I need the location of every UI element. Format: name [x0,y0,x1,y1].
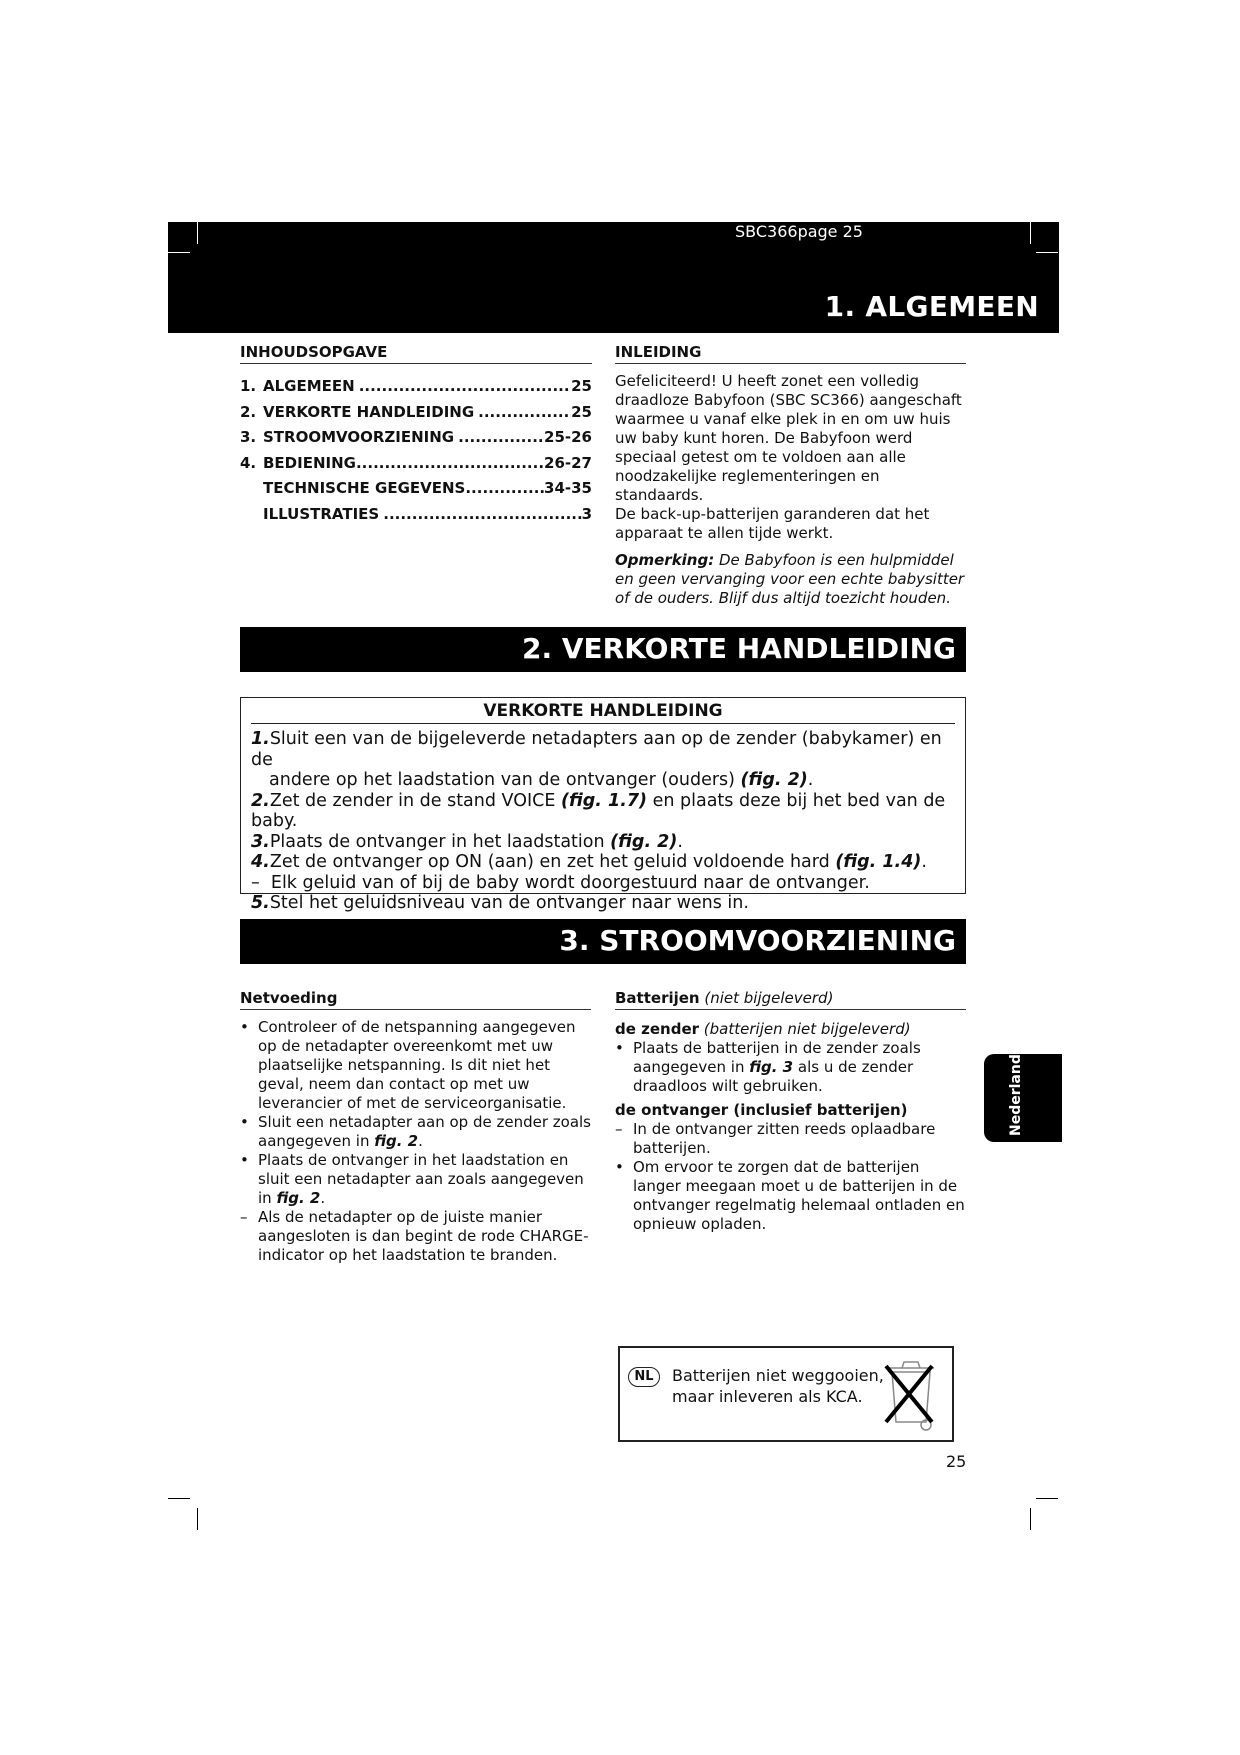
fig-ref: (fig. 2) [610,831,678,852]
crop-mark [1030,1508,1031,1530]
step-text: Plaats de ontvanger in het laadstation [269,831,611,852]
list-text: . [418,1132,423,1150]
toc-page: 26-27 [544,453,592,472]
step-3 [251,832,965,853]
step-text: . [921,852,927,872]
toc-item[interactable] [240,425,592,451]
dash-mark: – [615,1120,623,1138]
kca-line: maar inleveren als KCA. [672,1387,863,1406]
toc-item[interactable] [240,476,592,502]
list-item [240,1113,591,1151]
dash-mark: – [240,1208,248,1226]
fig-ref: (fig. 1.7) [560,790,648,811]
kca-line: Batterijen niet weggooien, [672,1366,884,1385]
toc-num: 2. [240,402,257,421]
batterijen-heading [615,989,966,1010]
toc-num [240,476,263,502]
section-title-algemeen: 1. ALGEMEEN [824,290,1039,323]
crop-mark [168,252,190,253]
step-2 [251,791,965,832]
section-bar-verkorte [240,627,966,672]
intro-line: apparaat te allen tijde werkt. [615,524,834,542]
toc-item[interactable] [240,502,592,528]
intro-note [615,551,966,608]
note-line: De Babyfoon is een hulpmiddel [714,551,954,569]
step-num: 4. [251,852,270,872]
batterijen-note: (niet bijgeleverd) [699,989,834,1007]
intro-line: draadloze Babyfoon (SBC SC366) aangeschaft [615,391,962,409]
crop-mark [1030,222,1031,244]
ontvanger-subheading: de ontvanger (inclusief batterijen) [615,1101,908,1119]
page-code: SBC366page 25 [735,222,863,241]
batterijen-title: Batterijen [615,989,700,1007]
fig-ref: (fig. 1.4) [835,852,922,872]
intro-line: De back-up-batterijen garanderen dat het [615,505,930,523]
step-text: Elk geluid van of bij de baby wordt doorgestuurd naar de ontvanger. [270,872,870,893]
step-4 [251,852,965,873]
step-text: en plaats deze bij het bed van de baby. [251,790,946,831]
toc-page: 3 [581,504,592,523]
toc-page: 34-35 [544,479,592,497]
list-item [240,1018,591,1113]
nl-badge: NL [628,1367,660,1387]
language-tab [984,1045,1062,1142]
step-text: . [807,770,814,790]
step-num: 1. [251,729,270,749]
toc-label: STROOMVOORZIENING [263,428,455,446]
section-title-verkorte: 2. VERKORTE HANDLEIDING [522,632,956,665]
list-text: . [320,1189,326,1207]
intro-line: waarmee u vanaf elke plek in en om uw huis [615,410,951,428]
toc-label: ALGEMEEN [263,377,355,395]
step-1-cont [251,770,965,791]
list-text: Controleer of de netspanning aangegeven op de netadapter overeenkomt met uw plaatselijke netspanning. Is dit niet het geval, neem dan contact op met uw leverancier of met de serviceorganisatie. [258,1018,576,1112]
bullet-mark: • [615,1158,624,1176]
zender-subheading [615,1020,966,1039]
toc-label: TECHNISCHE GEGEVENS [263,479,466,497]
list-item [615,1120,966,1158]
toc-item[interactable] [240,451,592,477]
bullet-mark: • [240,1151,249,1169]
intro-line: noodzakelijke reglementeringen en standaards. [615,467,880,504]
step-dash [251,873,965,894]
table-of-contents [240,343,592,527]
quick-guide-box [240,697,966,913]
step-text: Sluit een van de bijgeleverde netadapters aan op de zender (babykamer) en de [251,729,942,770]
section-bar-stroom [240,919,966,964]
page-number: 25 [946,1452,967,1471]
step-text: Zet de ontvanger op ON (aan) en zet het geluid voldoende hard [269,852,836,872]
toc-num: 1. [240,377,257,395]
intro-section [615,343,966,608]
toc-num [240,502,263,528]
list-text: Plaats de batterijen in de zender zoals aangegeven in [633,1039,921,1076]
intro-heading: INLEIDING [615,343,966,364]
list-text: Om ervoor te zorgen dat de batterijen langer meegaan moet u de batterijen in de ontvanger regelmatig helemaal ontladen en opnieuw opladen. [633,1158,965,1233]
crop-mark [1036,1498,1058,1499]
toc-item[interactable] [240,400,592,426]
step-num: 2. [251,790,270,811]
step-text: andere op het laadstation van de ontvanger (ouders) [269,770,741,790]
netvoeding-section [240,989,591,1265]
bullet-mark: • [240,1113,249,1131]
toc-label: ILLUSTRATIES [263,504,380,523]
toc-item[interactable] [240,374,592,400]
bullet-mark: • [615,1039,624,1057]
step-num: 5. [251,893,270,913]
toc-heading: INHOUDSOPGAVE [240,343,592,364]
intro-line: uw baby kunt horen. De Babyfoon werd [615,429,913,447]
crop-mark [197,1508,198,1530]
note-line: of de ouders. Blijf dus altijd toezicht houden. [615,589,951,607]
crop-mark [1036,252,1058,253]
kca-text [672,1365,884,1407]
zender-note: (batterijen niet bijgeleverd) [699,1020,911,1038]
toc-page: 25 [571,402,592,421]
list-text: Plaats de ontvanger in het laadstation en sluit een netadapter aan zoals aangegeven in [258,1151,584,1207]
section-title-stroom: 3. STROOMVOORZIENING [559,924,956,957]
fig-ref: fig. 2 [374,1132,419,1150]
netvoeding-heading: Netvoeding [240,989,591,1010]
bullet-mark: • [240,1018,249,1036]
batterijen-section [615,989,966,1234]
language-tab-label: Nederlands [1008,1045,1024,1136]
list-item [615,1158,966,1234]
kca-notice [618,1346,954,1442]
step-text: Stel het geluidsniveau van de ontvanger naar wens in. [269,893,749,913]
toc-label: VERKORTE HANDLEIDING [263,402,475,421]
fig-ref: fig. 3 [749,1058,794,1076]
list-item [240,1208,591,1265]
zender-label: de zender [615,1020,700,1038]
intro-line: Gefeliciteerd! U heeft zonet een volledig [615,372,920,390]
step-text: . [677,831,683,852]
fig-ref: (fig. 2) [740,770,808,790]
note-label: Opmerking: [615,551,715,569]
crossed-bin-icon [878,1352,944,1434]
intro-line: speciaal getest om te voldoen aan alle [615,448,906,466]
step-5 [251,893,965,914]
dash-mark: – [251,872,260,893]
toc-num: 3. [240,428,257,446]
list-text: Sluit een netadapter aan op de zender zoals aangegeven in [258,1113,591,1150]
toc-page: 25-26 [544,428,592,446]
list-item [240,1151,591,1208]
step-text: Zet de zender in de stand VOICE [269,790,561,811]
toc-label: BEDIENING [263,453,356,472]
note-line: en geen vervanging voor een echte babysitter [615,570,965,588]
step-num: 3. [251,831,270,852]
list-text: als u de zender draadloos wilt gebruiken. [633,1058,914,1095]
quick-guide-heading: VERKORTE HANDLEIDING [251,701,955,724]
intro-text [615,372,966,543]
list-text: Als de netadapter op de juiste manier aangesloten is dan begint de rode CHARGE-indicator op het laadstation te branden. [258,1208,589,1264]
crop-mark [168,1498,190,1499]
list-item [615,1039,966,1096]
crop-mark [197,222,198,244]
fig-ref: fig. 2 [276,1189,321,1207]
toc-num: 4. [240,453,257,472]
list-text: In de ontvanger zitten reeds oplaadbare batterijen. [633,1120,936,1157]
toc-page: 25 [571,377,592,395]
step-1 [251,729,965,770]
